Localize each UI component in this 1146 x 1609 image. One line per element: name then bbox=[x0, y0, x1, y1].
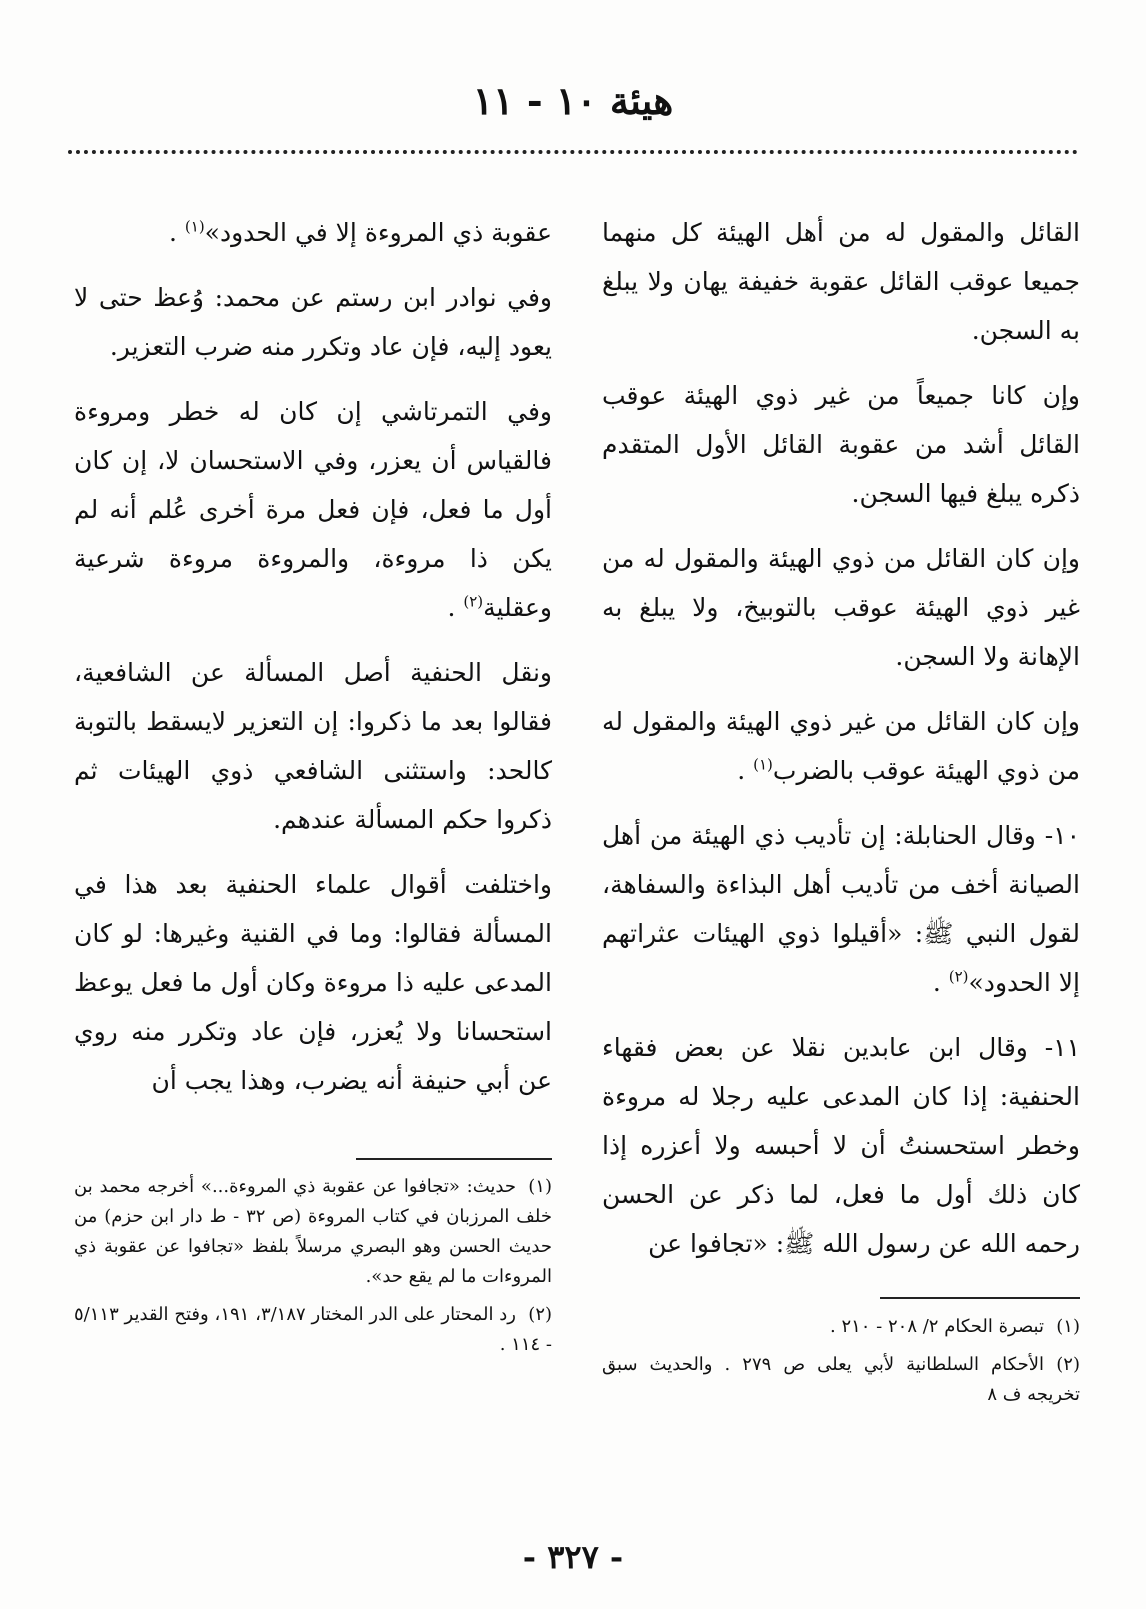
footnote bbox=[74, 1300, 552, 1360]
right-column bbox=[602, 208, 1080, 1284]
paragraph: واختلفت أقوال علماء الحنفية بعد هذا في المسألة فقالوا: وما في القنية وغيرها: لو كان المدعى عليه ذا مروءة وكان أول ما فعل يوعظ استحسانا ولا يُعزر، فإن عاد وتكرر منه روي عن أبي حنيفة أنه يضرب، وهذا يجب أن bbox=[74, 870, 552, 1095]
footnote-number: (١) bbox=[528, 1176, 552, 1197]
footnote-mark: (١) bbox=[184, 217, 205, 236]
footnote-number: (١) bbox=[1056, 1316, 1080, 1337]
footnote-text: تبصرة الحكام ٢/ ٢٠٨ - ٢١٠ . bbox=[829, 1316, 1044, 1337]
footnote-separator bbox=[880, 1297, 1080, 1299]
paragraph: وإن كان القائل من ذوي الهيئة والمقول له من غير ذوي الهيئة عوقب بالتوبيخ، ولا يبلغ به الإهانة ولا السجن. bbox=[602, 544, 1080, 671]
header-dotted-rule bbox=[68, 150, 1078, 154]
footnote-number: (٢) bbox=[1056, 1354, 1080, 1375]
footnote-separator bbox=[356, 1158, 552, 1160]
footnotes-right bbox=[602, 1312, 1080, 1418]
paragraph: القائل والمقول له من أهل الهيئة كل منهما جميعا عوقب القائل عقوبة خفيفة يهان ولا يبلغ به السجن. bbox=[602, 218, 1080, 345]
paragraph: وفي نوادر ابن رستم عن محمد: وُعظ حتى لا يعود إليه، فإن عاد وتكرر منه ضرب التعزير. bbox=[74, 283, 552, 361]
footnote-mark: (٢) bbox=[948, 967, 969, 986]
paragraph: وفي التمرتاشي إن كان له خطر ومروءة فالقياس أن يعزر، وفي الاستحسان لا، إن كان أول ما فعل، فإن فعل مرة أخرى عُلم أنه لم يكن ذا مروءة، والمروءة مروءة شرعية وعقلية$^{(٢)}$ . bbox=[74, 397, 552, 622]
footnote bbox=[602, 1312, 1080, 1342]
footnote-text: الأحكام السلطانية لأبي يعلى ص ٢٧٩ . والحديث سبق تخريجه ف ٨ bbox=[602, 1354, 1080, 1405]
footnote-text: رد المحتار على الدر المختار ٣/١٨٧، ١٩١، وفتح القدير ٥/١١٣ - ١١٤ . bbox=[74, 1304, 552, 1355]
footnote-mark: (١) bbox=[753, 755, 773, 774]
footnote bbox=[602, 1350, 1080, 1410]
footnote-text: حديث: «تجافوا عن عقوبة ذي المروءة...» أخرجه محمد بن خلف المرزبان في كتاب المروءة (ص ٣٢ - ط دار ابن حزم) من حديث الحسن وهو البصري مرسلاً بلفظ «تجافوا عن عقوبة ذي المروءات ما لم يقع حد». bbox=[74, 1176, 552, 1287]
paragraph: ونقل الحنفية أصل المسألة عن الشافعية، فقالوا بعد ما ذكروا: إن التعزير لايسقط بالتوبة كالحد: واستثنى الشافعي ذوي الهيئات ثم ذكروا حكم المسألة عندهم. bbox=[74, 658, 552, 834]
footnote bbox=[74, 1172, 552, 1292]
footnote-mark: (٢) bbox=[463, 592, 484, 611]
paragraph: وإن كان القائل من غير ذوي الهيئة والمقول له من ذوي الهيئة عوقب بالضرب$^{(١)}$ . bbox=[602, 707, 1080, 785]
paragraph: وإن كانا جميعاً من غير ذوي الهيئة عوقب القائل أشد من عقوبة القائل الأول المتقدم ذكره يبلغ فيها السجن. bbox=[602, 381, 1080, 508]
footnotes-left bbox=[74, 1172, 552, 1368]
paragraph: عقوبة ذي المروءة إلا في الحدود»$^{(١)}$ . bbox=[168, 217, 552, 247]
left-column bbox=[74, 208, 552, 1121]
running-header: هيئة ١٠ - ١١ bbox=[472, 78, 674, 123]
paragraph: ١٠- وقال الحنابلة: إن تأديب ذي الهيئة من أهل الصيانة أخف من تأديب أهل البذاءة والسفاهة، لقول النبي ﷺ: «أقيلوا ذوي الهيئات عثراتهم إلا الحدود»$^{(٢)}$ . bbox=[602, 821, 1080, 997]
paragraph: ١١- وقال ابن عابدين نقلا عن بعض فقهاء الحنفية: إذا كان المدعى عليه رجلا له مروءة وخطر استحسنتُ أن لا أحبسه ولا أعزره إذا كان ذلك أول ما فعل، لما ذكر عن الحسن رحمه الله عن رسول الله ﷺ: «تجافوا عن bbox=[602, 1033, 1080, 1258]
footnote-number: (٢) bbox=[528, 1304, 553, 1325]
page-number: - ٣٢٧ - bbox=[522, 1538, 624, 1576]
